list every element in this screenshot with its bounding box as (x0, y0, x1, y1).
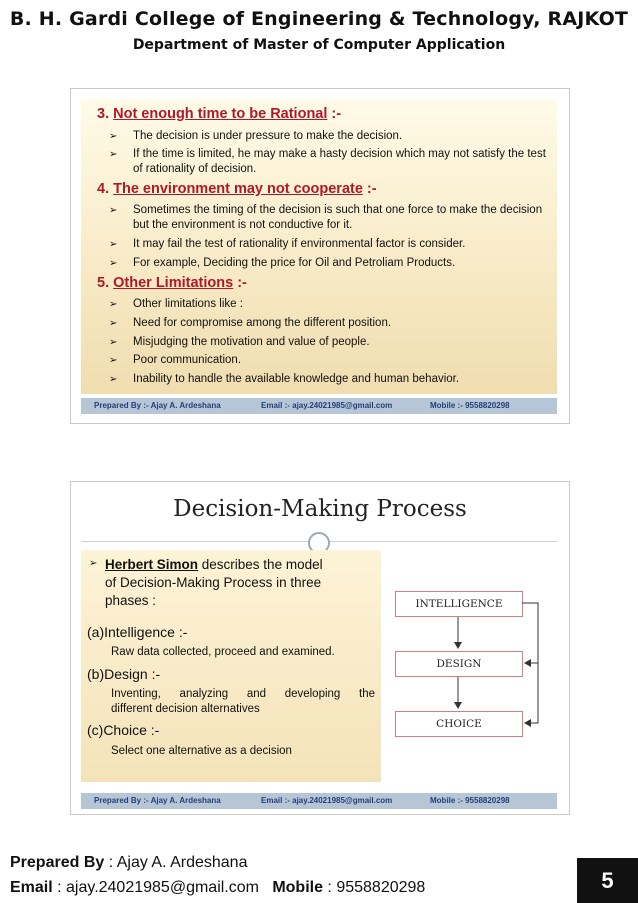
phase-description: Inventing, analyzing and developing the (111, 688, 375, 700)
arrow-bullet-icon: ➢ (109, 239, 118, 250)
footer-email: Email :- ajay.24021985@gmail.com (261, 796, 393, 805)
bullet-item: ➢ For example, Deciding the price for Oil and Petroliam Products. (109, 257, 456, 269)
page-number: 5 (577, 858, 638, 903)
diagram-connectors (71, 482, 569, 814)
footer-mobile: Mobile :- 9558820298 (430, 796, 510, 805)
feedback-arrow-icon (522, 603, 538, 663)
bullet-item: ➢ Poor communication. (109, 354, 242, 366)
bullet-item: ➢ Sometimes the timing of the decision is such that one force to make the decision but the environment is not conductive for it. (109, 204, 543, 231)
diagram-box-choice: CHOICE (395, 711, 523, 737)
bullet-item: ➢ It may fail the test of rationality if environmental factor is consider. (109, 238, 466, 250)
arrow-bullet-icon: ➢ (109, 299, 118, 310)
footer-email: Email :- ajay.24021985@gmail.com (261, 401, 393, 410)
bullet-item: ➢ Misjudging the motivation and value of people. (109, 336, 370, 348)
section-heading-4: 4. The environment may not cooperate :- (97, 181, 377, 197)
phase-description: different decision alternatives (111, 703, 260, 715)
bullet-item: ➢ Inability to handle the available knowledge and human behavior. (109, 373, 460, 385)
phase-description: Select one alternative as a decision (111, 745, 292, 757)
phase-label: (c)Choice :- (87, 722, 160, 738)
slide-footer (81, 793, 557, 809)
phase-description: Raw data collected, proceed and examined. (111, 646, 335, 658)
bullet-item: ➢ Other limitations like : (109, 298, 243, 310)
arrow-bullet-icon: ➢ (109, 374, 118, 385)
arrow-bullet-icon: ➢ (89, 558, 98, 569)
slide-limitations (70, 88, 570, 424)
bullet-item: ➢ If the time is limited, he may make a hasty decision which may not satisfy the test of rationality of decision. (109, 148, 546, 175)
slide-decision-process (70, 481, 570, 815)
slide-footer (81, 398, 557, 414)
arrow-bullet-icon: ➢ (109, 131, 118, 142)
arrow-bullet-icon: ➢ (109, 258, 118, 269)
section-heading-3: 3. Not enough time to be Rational :- (97, 106, 342, 122)
arrow-bullet-icon: ➢ (109, 205, 118, 216)
department-title: Department of Master of Computer Application (132, 37, 506, 53)
section-heading-5: 5. Other Limitations :- (97, 275, 247, 291)
bullet-item: ➢ The decision is under pressure to make the decision. (109, 130, 403, 142)
phase-label: (a)Intelligence :- (87, 624, 188, 640)
footer-prepared: Prepared By :- Ajay A. Ardeshana (94, 796, 221, 805)
slide-content (81, 99, 557, 394)
bullet-item: ➢ Need for compromise among the different position. (109, 317, 392, 329)
college-title: B. H. Gardi College of Engineering & Technology, RAJKOT (9, 8, 629, 30)
intro-text: Herbert Simon describes the model of Decision-Making Process in three phases : (105, 557, 323, 608)
slide-title: Decision-Making Process (173, 496, 467, 522)
arrow-bullet-icon: ➢ (109, 318, 118, 329)
footer-mobile: Mobile :- 9558820298 (430, 401, 510, 410)
contact-line: Email : ajay.24021985@gmail.com Mobile : 9558820298 (10, 879, 426, 896)
prepared-by-line: Prepared By : Ajay A. Ardeshana (10, 854, 248, 871)
footer-prepared: Prepared By :- Ajay A. Ardeshana (94, 401, 221, 410)
diagram-box-intelligence: INTELLIGENCE (395, 591, 523, 617)
arrow-bullet-icon: ➢ (109, 355, 118, 366)
phase-label: (b)Design :- (87, 666, 161, 682)
diagram-box-design: DESIGN (395, 651, 523, 677)
arrow-bullet-icon: ➢ (109, 149, 118, 160)
arrow-bullet-icon: ➢ (109, 337, 118, 348)
